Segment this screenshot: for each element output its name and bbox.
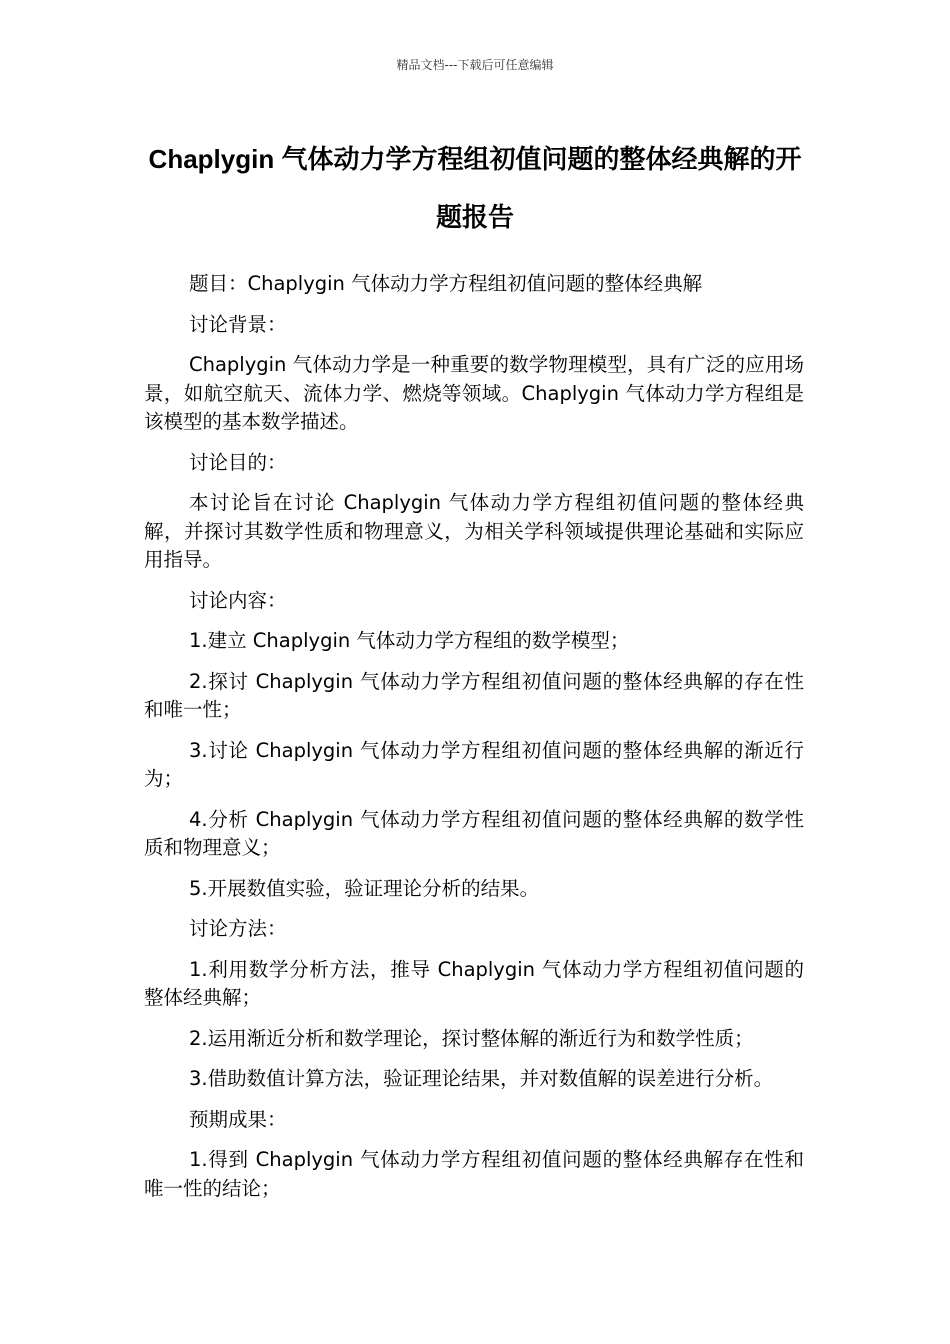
- list-item-content-4: 4.分析 Chaplygin 气体动力学方程组初值问题的整体经典解的数学性质和物理意义；: [144, 807, 804, 859]
- heading-content: 讨论内容：: [189, 588, 287, 612]
- list-item-content-5: 5.开展数值实验，验证理论分析的结果。: [189, 876, 540, 900]
- page-header: 精品文档---下载后可任意编辑: [396, 58, 554, 72]
- paragraph-background: Chaplygin 气体动力学是一种重要的数学物理模型，具有广泛的应用场景，如航空航天、流体力学、燃烧等领域。Chaplygin 气体动力学方程组是该模型的基本数学描述。: [144, 353, 804, 433]
- heading-background: 讨论背景：: [189, 312, 287, 336]
- list-item-result-1: 1.得到 Chaplygin 气体动力学方程组初值问题的整体经典解存在性和唯一性的结论；: [144, 1148, 804, 1200]
- heading-purpose: 讨论目的：: [189, 450, 287, 474]
- document-title: Chaplygin 气体动力学方程组初值问题的整体经典解的开题报告: [148, 144, 802, 232]
- list-item-content-2: 2.探讨 Chaplygin 气体动力学方程组初值问题的整体经典解的存在性和唯一性；: [144, 669, 804, 721]
- heading-expected-results: 预期成果：: [189, 1107, 287, 1131]
- paragraph-purpose: 本讨论旨在讨论 Chaplygin 气体动力学方程组初值问题的整体经典解，并探讨其数学性质和物理意义，为相关学科领域提供理论基础和实际应用指导。: [144, 491, 804, 571]
- heading-methods: 讨论方法：: [189, 917, 287, 940]
- list-item-content-3: 3.讨论 Chaplygin 气体动力学方程组初值问题的整体经典解的渐近行为；: [144, 738, 804, 790]
- list-item-content-1: 1.建立 Chaplygin 气体动力学方程组的数学模型；: [189, 629, 630, 652]
- paragraph-topic: 题目：Chaplygin 气体动力学方程组初值问题的整体经典解: [189, 272, 703, 295]
- list-item-method-1: 1.利用数学分析方法，推导 Chaplygin 气体动力学方程组初值问题的整体经典解；: [144, 957, 804, 1009]
- list-item-method-2: 2.运用渐近分析和数学理论，探讨整体解的渐近行为和数学性质；: [189, 1026, 754, 1050]
- list-item-method-3: 3.借助数值计算方法，验证理论结果，并对数值解的误差进行分析。: [189, 1067, 774, 1090]
- document-body: [144, 270, 804, 1215]
